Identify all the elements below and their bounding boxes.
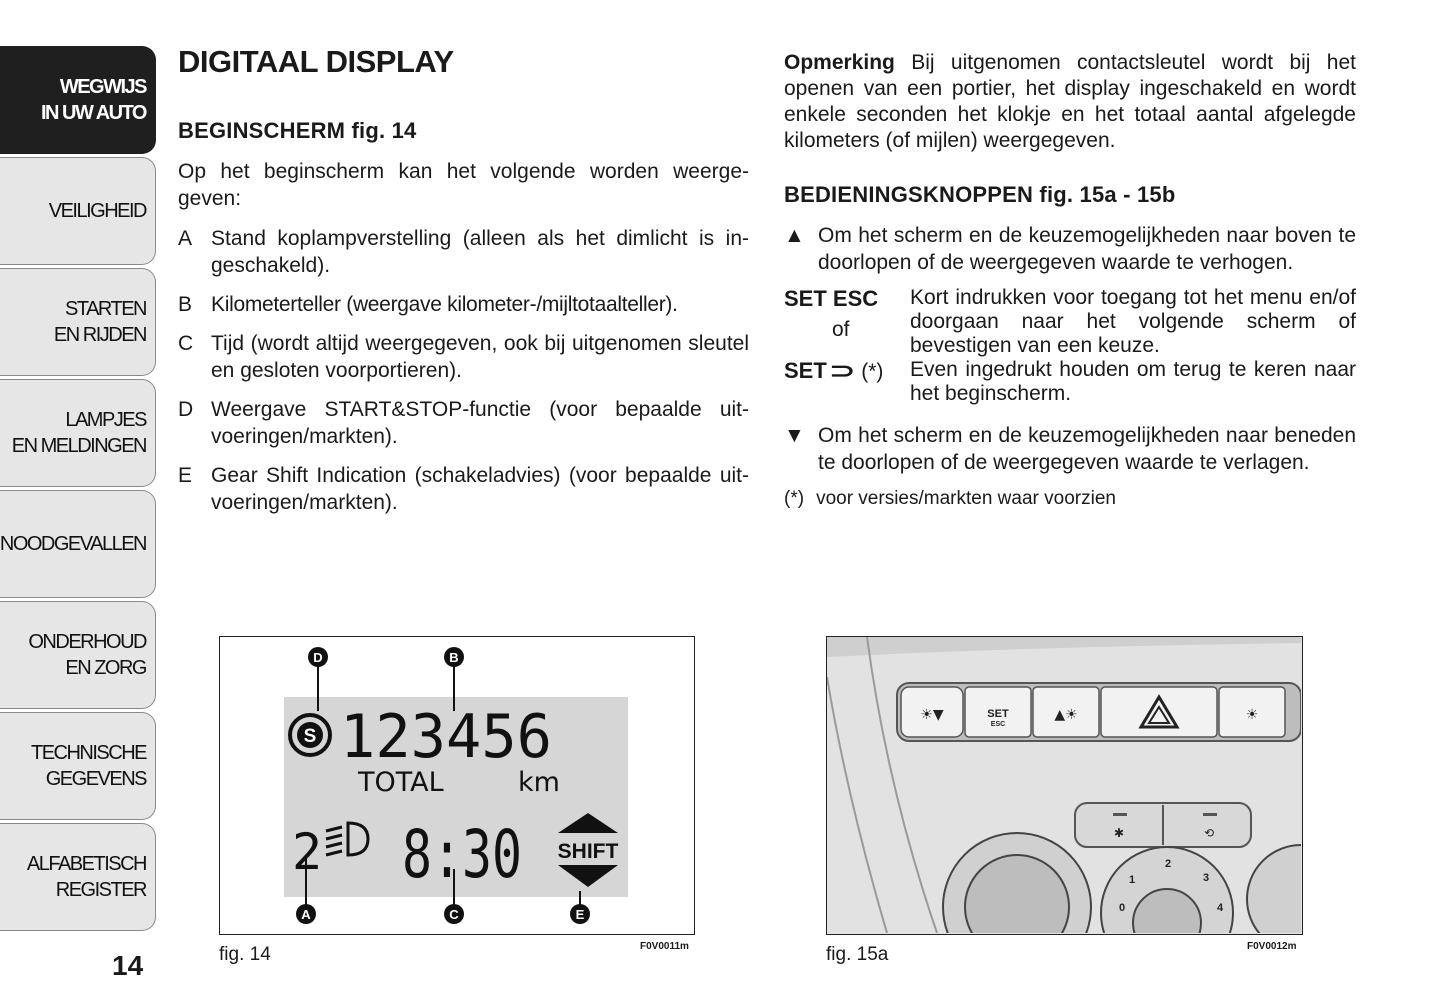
footnote-marker: (*)	[861, 360, 884, 383]
or-label: of	[832, 318, 850, 341]
controls-heading: BEDIENINGSKNOPPEN fig. 15a - 15b	[784, 182, 1176, 207]
defrost-icon: ✱	[1113, 826, 1125, 840]
tab-noodgevallen[interactable]	[0, 490, 156, 598]
item-text: Kilometerteller (weergave kilometer-/mijltotaalteller).	[211, 293, 678, 316]
set-esc-block	[784, 286, 1356, 408]
footnote	[784, 488, 1356, 510]
item-text: Stand koplampverstelling (alleen als het dimlicht is in-geschakeld).	[211, 227, 749, 277]
recirculation-icon: ⟲	[1203, 826, 1215, 840]
footnote-mark: (*)	[784, 488, 805, 509]
figure-14-code: F0V0011m	[640, 941, 689, 952]
list-item	[178, 330, 749, 384]
page-number: 14	[112, 950, 144, 981]
arrow-up-icon: ▲	[784, 224, 805, 247]
back-arrow-icon: ⊃	[829, 358, 855, 383]
figure-15a-code: F0V0012m	[1247, 941, 1297, 952]
tab-technische[interactable]	[0, 712, 156, 820]
svg-text:S: S	[303, 726, 317, 747]
button-up-description	[784, 222, 1356, 276]
fan-speed-1: 1	[1129, 874, 1136, 886]
esc-label: ESC	[990, 721, 1006, 728]
headlamp-level: 2	[292, 823, 323, 881]
tab-lampjes[interactable]	[0, 379, 156, 487]
headlamp-up-icon: ▲☀	[1054, 707, 1078, 723]
item-key: C	[178, 332, 194, 355]
figure-14-display	[219, 636, 695, 935]
set-label: SET	[987, 708, 1009, 720]
fan-speed-0: 0	[1119, 902, 1126, 914]
fog-light-icon: ☀	[1245, 707, 1259, 723]
fan-speed-2: 2	[1165, 858, 1172, 870]
right-column	[784, 50, 1356, 510]
down-text: Om het scherm en de keuzemogelijkheden naar beneden te doorlopen of de weergegeven waarde te verlagen.	[818, 424, 1356, 474]
note-text: Bij uitgenomen contactsleutel wordt bij het openen van een portier, het display ingeschakeld en wordt enkele seconden het klokje en het totaal aantal afgelegde kilometers (of mijlen) weergegeven.	[784, 51, 1356, 152]
tab-label: TECHNISCHE GEGEVENS	[30, 742, 146, 790]
odometer-value: 123456	[340, 702, 552, 772]
list-item	[178, 291, 749, 318]
display-illustration	[220, 637, 693, 933]
arrow-down-icon: ▼	[784, 424, 805, 447]
tab-label: NOODGEVALLEN	[0, 533, 146, 555]
section-heading: BEGINSCHERM fig. 14	[178, 118, 417, 143]
callout-c-label: C	[449, 907, 459, 922]
left-column	[178, 118, 749, 516]
intro-paragraph: Op het beginscherm kan het volgende worden weerge-geven:	[178, 160, 749, 210]
tab-label: ALFABETISCH REGISTER	[26, 853, 146, 901]
tab-label: LAMPJES EN MELDINGEN	[11, 409, 146, 457]
tab-onderhoud[interactable]	[0, 601, 156, 709]
total-label: TOTAL	[358, 767, 444, 798]
footnote-text: voor versies/markten waar voorzien	[816, 488, 1116, 509]
callout-b-label: B	[449, 650, 459, 665]
item-key: A	[178, 227, 193, 250]
note-label: Opmerking	[784, 51, 895, 74]
item-key: B	[178, 293, 193, 316]
fan-speed-4: 4	[1217, 902, 1224, 914]
tab-label: ONDERHOUD EN ZORG	[28, 631, 146, 679]
callout-e-label: E	[575, 907, 585, 922]
set-esc-key: SET ESC	[784, 286, 879, 311]
tab-label: WEGWIJS IN UW AUTO	[41, 76, 146, 124]
tab-wegwijs[interactable]	[0, 46, 156, 154]
callout-a-label: A	[301, 907, 311, 922]
tab-label: VEILIGHEID	[48, 200, 146, 222]
headlamp-down-icon: ☀▼	[920, 707, 944, 723]
tab-starten[interactable]	[0, 268, 156, 376]
figure-14-caption: fig. 14	[219, 944, 271, 965]
figure-15a-caption: fig. 15a	[826, 944, 889, 965]
list-item	[178, 225, 749, 279]
item-text: Weergave START&STOP-functie (voor bepaalde uit-voeringen/markten).	[211, 398, 749, 448]
shift-label: SHIFT	[557, 840, 619, 863]
set-back-key	[784, 358, 883, 384]
clock-time: 8:30	[402, 816, 522, 893]
up-text: Om het scherm en de keuzemogelijkheden naar boven te doorlopen of de weergegeven waarde te verhogen.	[818, 224, 1356, 274]
figure-15a-dashboard	[826, 636, 1303, 935]
note-paragraph	[784, 50, 1356, 154]
item-key: E	[178, 464, 193, 487]
callout-d-label: D	[313, 650, 323, 665]
item-text: Tijd (wordt altijd weergegeven, ook bij uitgenomen sleutel en gesloten voorportieren).	[211, 332, 749, 382]
list-item	[178, 396, 749, 450]
item-key: D	[178, 398, 194, 421]
set-long-press-text: Even ingedrukt houden om terug te keren naar het beginscherm.	[910, 358, 1356, 405]
item-text: Gear Shift Indication (schakeladvies) (voor bepaalde uit-voeringen/markten).	[211, 464, 749, 514]
list-item	[178, 462, 749, 516]
tab-alfabetisch[interactable]	[0, 823, 156, 931]
tab-label: STARTEN EN RIJDEN	[53, 298, 146, 346]
button-down-description	[784, 422, 1356, 476]
dashboard-illustration	[827, 637, 1301, 933]
set-back-label: SET	[784, 358, 827, 383]
set-short-press-text: Kort indrukken voor toegang tot het menu en/of doorgaan naar het volgende scherm of bevestigen van een keuze.	[910, 286, 1356, 357]
page-title: DIGITAAL DISPLAY	[178, 44, 454, 79]
tab-veiligheid[interactable]	[0, 157, 156, 265]
fan-speed-3: 3	[1203, 872, 1210, 884]
unit-label: km	[518, 767, 560, 798]
